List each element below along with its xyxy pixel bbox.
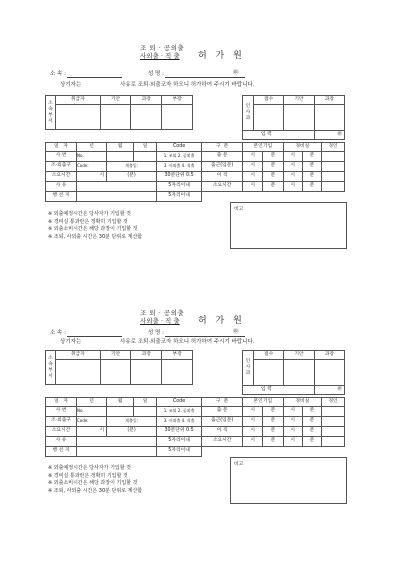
row-label-empno: 사 번 (46, 151, 77, 161)
remarks-label: 비고 (234, 462, 244, 467)
approval-col-director: 부장 (162, 351, 193, 360)
confirm-cell[interactable] (322, 171, 345, 181)
name-field[interactable] (165, 336, 245, 337)
guard-min[interactable]: 분 (302, 161, 321, 171)
guard-hour[interactable]: 시 (283, 161, 302, 171)
form-title-suffix: 허 가 원 (198, 51, 245, 61)
row-label-duration: 소요시간 (46, 171, 77, 181)
note-item: ※ 외출예정시간은 당사자가 기입할 것 (48, 211, 131, 217)
row-label-reason: 사 유 (46, 436, 77, 446)
note-item: ※ 외출예정시간은 당사자가 기입할 것 (48, 465, 131, 471)
request-prefix: 상기자는 (60, 82, 82, 88)
destination-field[interactable] (77, 446, 157, 456)
remarks-label: 비고 (234, 207, 244, 212)
guard-hour[interactable]: 시 (283, 416, 302, 426)
hr-col-draft: 기안 (284, 351, 314, 360)
approval-col-draft: 기안 (100, 351, 131, 360)
hdr-kind: 구 분 (202, 143, 243, 152)
hr-input-label: 입 력 (243, 386, 315, 395)
name-label: 성 명 : (148, 330, 164, 336)
form-title-line2: 사외출 · 직 출 (140, 52, 180, 60)
remarks-box[interactable] (230, 457, 347, 504)
self-hour[interactable]: 시 (243, 161, 263, 171)
approval-side-label: 소 속 부 서 (46, 351, 56, 385)
main-table (45, 142, 345, 202)
dept-label: 소 속 : (50, 71, 66, 77)
guard-hour[interactable]: 시 (283, 436, 302, 446)
hdr-month: 월 (107, 143, 134, 152)
guard-hour[interactable]: 시 (283, 171, 302, 181)
approval-box-dept (45, 95, 193, 130)
filing-date-field[interactable]: 계출일: (107, 161, 157, 171)
hr-col-receipt: 접수 (254, 96, 284, 105)
name-label: 성 명 : (148, 71, 164, 77)
self-min[interactable]: 분 (263, 161, 283, 171)
guard-min[interactable]: 분 (302, 406, 321, 416)
self-min[interactable]: 분 (263, 436, 283, 446)
remarks-box[interactable] (230, 202, 347, 249)
hr-sign-cell[interactable] (254, 360, 284, 386)
hr-sign-cell[interactable] (314, 105, 344, 131)
hdr-year: 년 (77, 398, 107, 407)
dept-field[interactable] (67, 336, 122, 337)
approval-col-draft: 기안 (100, 96, 131, 105)
row-label-reason: 사 유 (46, 181, 77, 191)
self-hour[interactable]: 시 (243, 426, 263, 436)
approval-sign-cell[interactable] (100, 360, 131, 385)
filing-date-field[interactable]: 계출일: (107, 416, 157, 426)
form-title (45, 45, 355, 65)
code-hint-3: 30분단위 0.5 (157, 171, 202, 181)
hr-sign-cell[interactable] (284, 105, 314, 131)
self-hour[interactable]: 시 (243, 181, 263, 191)
guard-min[interactable]: 분 (302, 181, 321, 191)
note-item: ※ 외출소비시간은 해당 과장이 기입할 것 (48, 226, 138, 232)
hdr-guard: 경비실 (283, 143, 321, 152)
approval-col-director: 부장 (162, 96, 193, 105)
self-hour[interactable]: 시 (243, 151, 263, 161)
blank-cell (202, 446, 345, 456)
seal-mark: ㊞ (233, 329, 239, 335)
self-hour[interactable]: 시 (243, 436, 263, 446)
code-hint-2: 3. 사외출 4. 직출 (157, 416, 202, 426)
hdr-confirm: 경인 (322, 398, 345, 407)
row-label-leave-type: 조·외출구 (46, 161, 77, 171)
self-min[interactable]: 분 (263, 416, 283, 426)
confirm-cell[interactable] (322, 406, 345, 416)
hr-input-label: 입 력 (243, 131, 315, 140)
row-label-empno: 사 번 (46, 406, 77, 416)
confirm-cell[interactable] (322, 181, 345, 191)
empno-cell[interactable] (134, 406, 157, 416)
request-text: 사유로 조퇴·외출코자 하오니 허가하여 주시기 바랍니다. (120, 82, 255, 88)
row-label-destination: 행 선 지 (46, 446, 77, 456)
hr-input-seal: ㊞ (314, 131, 344, 140)
hdr-day: 일 (134, 398, 157, 407)
code-hint-1: 1. 조퇴 2. 공외출 (157, 151, 202, 161)
hr-sign-cell[interactable] (284, 360, 314, 386)
duration-min[interactable]: (분) (107, 171, 157, 181)
reason-field[interactable] (77, 181, 157, 191)
empno-cell[interactable] (107, 151, 134, 161)
hdr-day: 일 (134, 143, 157, 152)
self-min[interactable]: 분 (263, 171, 283, 181)
guard-hour[interactable]: 시 (283, 181, 302, 191)
dept-field[interactable] (67, 77, 122, 78)
kind-out: 출 문 (202, 151, 243, 161)
kind-duration: 소요시간 (202, 181, 243, 191)
form-title (45, 310, 355, 330)
confirm-cell[interactable] (322, 436, 345, 446)
approval-col-handler: 취급자 (56, 351, 101, 360)
hdr-code: Code (157, 398, 202, 407)
kind-out: 출 문 (202, 406, 243, 416)
note-item: ※ 외출소비시간은 해당 과장이 기입할 것 (48, 480, 138, 486)
form-title-line2: 사외출 · 직 출 (140, 317, 180, 325)
empno-field[interactable]: No. (77, 151, 107, 161)
hdr-year: 년 (77, 143, 107, 152)
code-hint-1: 1. 조퇴 2. 공외출 (157, 406, 202, 416)
kind-in: 출근(입문) (202, 416, 243, 426)
hr-col-draft: 기안 (284, 96, 314, 105)
note-item: ※ 경비실 통과란은 정확히 기입할 것 (48, 472, 128, 479)
approval-sign-cell[interactable] (56, 105, 101, 130)
self-hour[interactable]: 시 (243, 406, 263, 416)
hdr-kind: 구 분 (202, 398, 243, 407)
notes-list (48, 211, 142, 241)
self-min[interactable]: 분 (263, 151, 283, 161)
guard-min[interactable]: 분 (302, 171, 321, 181)
approval-sign-cell[interactable] (131, 105, 162, 130)
confirm-cell[interactable] (322, 151, 345, 161)
approval-sign-cell[interactable] (131, 360, 162, 385)
seal-mark: ㊞ (233, 70, 239, 76)
guard-hour[interactable]: 시 (283, 406, 302, 416)
form-title-line1: 조 퇴 · 공외출 (140, 44, 185, 52)
approval-box-hr (242, 350, 345, 395)
form-title-suffix: 허 가 원 (198, 316, 245, 326)
self-min[interactable]: 분 (263, 181, 283, 191)
kind-leave: 이 직 (202, 171, 243, 181)
guard-hour[interactable]: 시 (283, 151, 302, 161)
main-table (45, 397, 345, 457)
request-text: 사유로 조퇴·외출코자 하오니 허가하여 주시기 바랍니다. (120, 339, 255, 345)
note-item: ※ 조퇴, 사외출 시간은 30분 단위로 계산함 (48, 233, 143, 240)
note-item: ※ 조퇴, 사외출 시간은 30분 단위로 계산함 (48, 487, 143, 494)
duration-hour[interactable]: 시 (77, 426, 107, 436)
self-min[interactable]: 분 (263, 426, 283, 436)
code-hint-3: 30분단위 0.5 (157, 426, 202, 436)
note-item: ※ 경비실 통과란은 정확히 기입할 것 (48, 218, 128, 225)
notes-list (48, 465, 142, 495)
kind-leave: 이 직 (202, 426, 243, 436)
approval-col-manager: 과장 (131, 96, 162, 105)
approval-sign-cell[interactable] (162, 105, 193, 130)
request-prefix: 상기자는 (60, 339, 82, 345)
duration-hour[interactable]: 시 (77, 171, 107, 181)
hdr-month: 월 (107, 398, 134, 407)
approval-sign-cell[interactable] (56, 360, 101, 385)
guard-min[interactable]: 분 (302, 151, 321, 161)
approval-sign-cell[interactable] (162, 360, 193, 385)
destination-field[interactable] (77, 191, 157, 201)
hr-side-label: 인 사 과 (243, 96, 254, 131)
kind-in: 출근(입문) (202, 161, 243, 171)
self-min[interactable]: 분 (263, 406, 283, 416)
guard-min[interactable]: 분 (302, 436, 321, 446)
confirm-cell[interactable] (322, 426, 345, 436)
code-hint-5: 5자리이내 (157, 191, 202, 201)
dept-label: 소 속 : (50, 330, 66, 336)
code-hint-5: 5자리이내 (157, 446, 202, 456)
row-label-duration: 소요시간 (46, 426, 77, 436)
hdr-date: 일 자 (46, 143, 77, 152)
hdr-self: 본인기입 (243, 398, 283, 407)
hr-side-label: 인 사 과 (243, 351, 254, 386)
hr-col-manager: 과장 (314, 351, 344, 360)
guard-min[interactable]: 분 (302, 426, 321, 436)
approval-col-manager: 과장 (131, 351, 162, 360)
hr-input-seal: ㊞ (314, 386, 344, 395)
leave-code-field[interactable]: Code: (77, 161, 107, 171)
approval-col-handler: 취급자 (56, 96, 101, 105)
confirm-cell[interactable] (322, 416, 345, 426)
hdr-self: 본인기입 (243, 143, 283, 152)
code-hint-4: 5자리이내 (157, 181, 202, 191)
approval-box-hr (242, 95, 345, 140)
kind-duration: 소요시간 (202, 436, 243, 446)
confirm-cell[interactable] (322, 161, 345, 171)
code-hint-2: 3. 사외출 4. 직출 (157, 161, 202, 171)
blank-cell (202, 191, 345, 201)
reason-field[interactable] (77, 436, 157, 446)
hdr-guard: 경비실 (283, 398, 321, 407)
duration-min[interactable]: (분) (107, 426, 157, 436)
row-label-leave-type: 조·외출구 (46, 416, 77, 426)
hr-col-manager: 과장 (314, 96, 344, 105)
form-title-line1: 조 퇴 · 공외출 (140, 309, 185, 317)
hdr-date: 일 자 (46, 398, 77, 407)
approval-sign-cell[interactable] (100, 105, 131, 130)
hr-col-receipt: 접수 (254, 351, 284, 360)
self-hour[interactable]: 시 (243, 416, 263, 426)
empno-cell[interactable] (107, 406, 134, 416)
hdr-confirm: 경인 (322, 143, 345, 152)
guard-min[interactable]: 분 (302, 416, 321, 426)
row-label-destination: 행 선 지 (46, 191, 77, 201)
hr-sign-cell[interactable] (314, 360, 344, 386)
empno-field[interactable]: No. (77, 406, 107, 416)
self-hour[interactable]: 시 (243, 171, 263, 181)
leave-code-field[interactable]: Code: (77, 416, 107, 426)
empno-cell[interactable] (134, 151, 157, 161)
guard-hour[interactable]: 시 (283, 426, 302, 436)
hdr-code: Code (157, 143, 202, 152)
code-hint-4: 5자리이내 (157, 436, 202, 446)
name-field[interactable] (165, 77, 245, 78)
approval-side-label: 소 속 부 서 (46, 96, 56, 130)
approval-box-dept (45, 350, 193, 385)
hr-sign-cell[interactable] (254, 105, 284, 131)
